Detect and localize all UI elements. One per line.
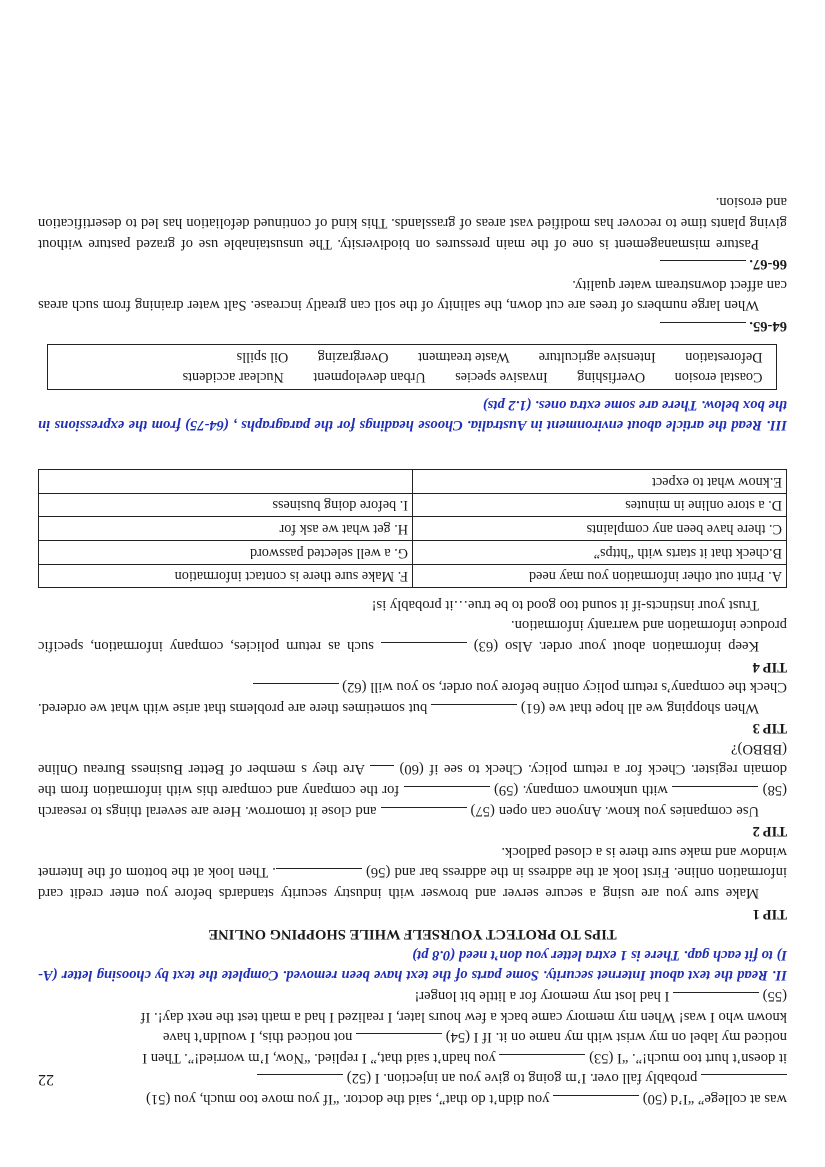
- answer-blank-56[interactable]: [276, 868, 362, 881]
- intro-text: probably fall over. I’m going to give you an injection. I (52): [343, 1070, 701, 1087]
- tip-text: Use companies you know. Anyone can open (57): [466, 802, 759, 819]
- tip-text: but sometimes there are problems that arise with what we ordered. Check the company’s return policy online before you order, so you will (62): [38, 679, 787, 716]
- intro-text: (55): [759, 988, 787, 1005]
- intro-text: noticed my label on my wrist with my name on it. If I (54): [442, 1029, 787, 1046]
- answer-blank-58[interactable]: [672, 786, 758, 799]
- heading-option: Overfishing: [577, 369, 646, 385]
- tip-2-heading: TIP 2: [752, 823, 787, 840]
- answer-blank-59[interactable]: [404, 786, 490, 799]
- answer-blank-66-67[interactable]: [660, 260, 746, 273]
- tip-text: and close it tomorrow. Here are several things to research (58): [38, 782, 787, 819]
- intro-text: it doesn’t hurt too much!”. “I (53): [585, 1049, 787, 1066]
- tip-text: with unknown company. (59): [489, 782, 673, 799]
- paragraph-64-65-text: When large numbers of trees are cut down, the salinity of the soil can greatly increase. Salt water draining from such areas can affect downstream water quality.: [38, 276, 787, 314]
- answer-blank-62[interactable]: [253, 683, 339, 696]
- options-table: [38, 469, 787, 588]
- answer-blank-60[interactable]: [370, 766, 394, 779]
- tip-4-heading: TIP 4: [752, 658, 787, 675]
- answer-blank-64-65[interactable]: [660, 322, 746, 335]
- answer-blank-54[interactable]: [356, 1033, 442, 1046]
- section-2-instruction: II. Read the text about Internet security. Some parts of the text have been removed. Complete the text by choosing letter (A-I) to fit each gap. There is 1 extra letter you don’t need (0.8 pt): [38, 946, 787, 984]
- heading-option: Oil spills: [236, 349, 289, 365]
- tip-text: When shopping we all hope that we (61): [517, 699, 759, 716]
- options-row: [39, 517, 787, 541]
- tip-4-paragraph: [38, 615, 787, 656]
- option-left-a: A. Print out other information you may need: [413, 564, 787, 588]
- section-2-title: TIPS TO PROTECT YOURSELF WHILE SHOPPING ONLINE: [208, 926, 617, 943]
- paragraph-66-67-label: [38, 254, 787, 275]
- intro-text: known who I was! When my memory came back a few hours later, I realized I had a math test the next day!. If: [140, 1008, 787, 1025]
- tip-text: Keep information about your order. Also (63): [466, 637, 759, 654]
- tip-1-paragraph: [38, 841, 787, 903]
- heading-option: Waste treatment: [418, 349, 510, 365]
- option-right-g: G. a well selected password: [39, 540, 413, 564]
- answer-blank-51[interactable]: [701, 1074, 787, 1087]
- answer-blank-63[interactable]: [381, 642, 467, 655]
- tip-text: . Then look at the bottom of the Internet window and make sure there is a closed padlock.: [38, 843, 787, 881]
- option-left-e: E.know what to expect: [413, 470, 787, 494]
- headings-row-2: [63, 347, 763, 367]
- paragraph-66-67-text: Pasture mismanagement is one of the main pressures on biodiversity. The unsustainable use of grazed pasture without giving plants time to recover has modified vast areas of grasslands. This kind of continued defoliation has led to desertification and erosion.: [38, 194, 787, 252]
- intro-text: I had lost my memory for a little bit longer!: [414, 988, 674, 1005]
- tip-1-heading: TIP 1: [752, 905, 787, 922]
- option-right-empty: [39, 470, 413, 494]
- options-row: [39, 540, 787, 564]
- option-right-h: H. get what we ask for: [39, 517, 413, 541]
- page-content: [38, 192, 787, 1109]
- section-3-instruction: III. Read the article about environment in Australia. Choose headings for the paragraphs , (64-75) from the expressions in the box below. There are some extra ones. (1.2 pts): [38, 396, 787, 434]
- page-number: 22: [38, 1071, 54, 1088]
- option-right-f: F. Make sure there is contact information: [39, 564, 413, 588]
- tip-text: such as return policies, company information, specific produce information and warranty information.: [38, 617, 787, 654]
- tip-3-paragraph: [38, 677, 787, 718]
- tip-3-heading: TIP 3: [752, 720, 787, 737]
- paragraph-label: 64-65.: [745, 318, 787, 334]
- intro-text: you didn’t do that”, said the doctor. “If you move too much, you (51): [146, 1091, 554, 1107]
- tip-2-paragraph: [38, 738, 787, 820]
- options-row: [39, 470, 787, 494]
- intro-text: was at college” “I’d (50): [639, 1091, 787, 1107]
- headings-row-1: [63, 367, 763, 387]
- tip-text: Make sure you are using a secure server and browser with industry security standards before you enter credit card information online. First look at the address in the address bar and (56): [38, 864, 787, 902]
- answer-blank-52[interactable]: [257, 1074, 343, 1087]
- option-left-b: B.check that it starts with “https”: [413, 540, 787, 564]
- options-row: [39, 493, 787, 517]
- headings-box: [48, 344, 778, 390]
- paragraph-64-65-label: [38, 315, 787, 336]
- paragraph-label: 66-67.: [745, 256, 787, 273]
- heading-option: Overgrazing: [317, 349, 389, 365]
- option-right-i: I. before doing business: [39, 493, 413, 517]
- option-left-c: C. there have been any complaints: [413, 517, 787, 541]
- answer-blank-61[interactable]: [431, 704, 517, 717]
- heading-option: Coastal erosion: [674, 369, 763, 385]
- tip-4-closing: Trust your instincts-if it sound too good to be true…it probably is!: [371, 596, 759, 613]
- intro-paragraph: [38, 985, 787, 1109]
- option-left-d: D. a store online in minutes: [413, 493, 787, 517]
- answer-blank-55[interactable]: [673, 992, 759, 1005]
- heading-option: Deforestation: [685, 349, 763, 365]
- tip-text: Are they s member of Better Business Bureau Online (BBBO)?: [38, 740, 787, 778]
- answer-blank-50[interactable]: [553, 1095, 639, 1108]
- heading-option: Urban development: [313, 369, 426, 385]
- tip-text: for the company and compare this with information from the domain register. Check for a return policy. Check to see if (60): [38, 761, 787, 799]
- options-row: [39, 564, 787, 588]
- heading-option: Invasive species: [455, 369, 548, 385]
- heading-option: Nuclear accidents: [182, 369, 284, 385]
- intro-text: you hadn’t said that,” I replied. “Now, I’m worried!”. Then I: [142, 1049, 500, 1066]
- answer-blank-57[interactable]: [381, 807, 467, 820]
- intro-text: not noticed this, I wouldn’t have: [163, 1029, 357, 1046]
- answer-blank-53[interactable]: [499, 1054, 585, 1067]
- heading-option: Intensive agriculture: [538, 349, 656, 365]
